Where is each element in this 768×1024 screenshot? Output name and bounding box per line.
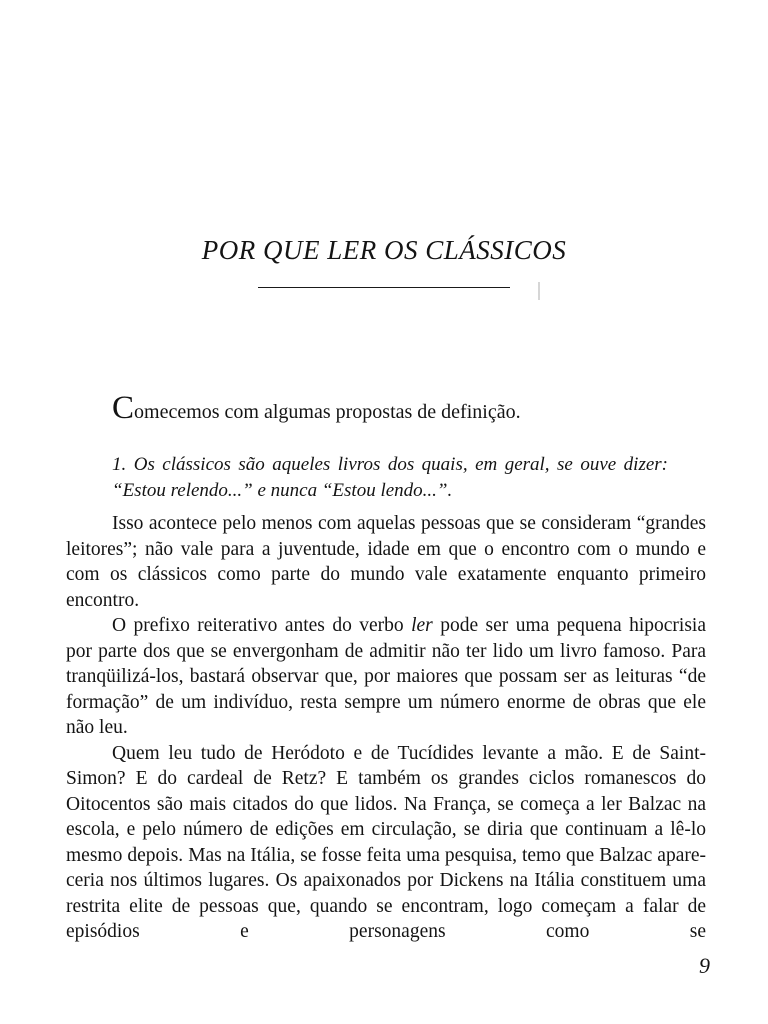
italic-word: ler [411,615,433,636]
chapter-title: POR QUE LER OS CLÁSSICOS [201,235,567,265]
page-number: 9 [699,953,710,978]
body-paragraph-3: Quem leu tudo de Heródoto e de Tucídides levante a mão. E de Saint-Simon? E do cardeal de Retz? E também os grandes ciclos romanescos do Oitocentos são mais citados do que lidos. Na França, se começa a ler Balzac na escola, e pelo número de edições em circulação, se diria que continuam a lê-lo mesmo depois. Mas na Itália, se fosse feita uma pesquisa, temo que Balzac apareceria nos últimos lugares. Os apaixonados por Dickens na Itália constituem uma restrita elite de pessoas que, quando se encontram, logo começam a falar de episódios e personagens como se [66,742,706,942]
drop-cap: C [112,390,135,426]
scan-speck [538,282,540,300]
body-paragraph-2: O prefixo reiterativo antes do verbo ler pode ser uma pequena hipocrisia por parte dos que se envergonham de admitir não ter lido um livro famoso. Para tranqüilizá-los, bastará observar que, por maiores que possam ser as leituras “de formação” de um indivíduo, resta sempre um número enorme de obras que ele não leu. [66,615,707,738]
title-underline [258,287,510,288]
opening-sentence [112,392,712,432]
body-paragraph-1: Isso acontece pelo menos com aquelas pessoas que se consideram “grandes leitores”; não vale para a juventude, idade em que o encontro com o mundo e com os clássicos como parte do mundo vale exatamente enquanto primeiro encontro. [66,513,706,611]
opening-text: omecemos com algumas propostas de definição. [134,401,521,423]
body-text [66,511,706,945]
definition-1: 1. Os clássicos são aqueles livros dos quais, em geral, se ouve dizer: “Estou relendo...” e nunca “Estou lendo...”. [112,454,668,501]
